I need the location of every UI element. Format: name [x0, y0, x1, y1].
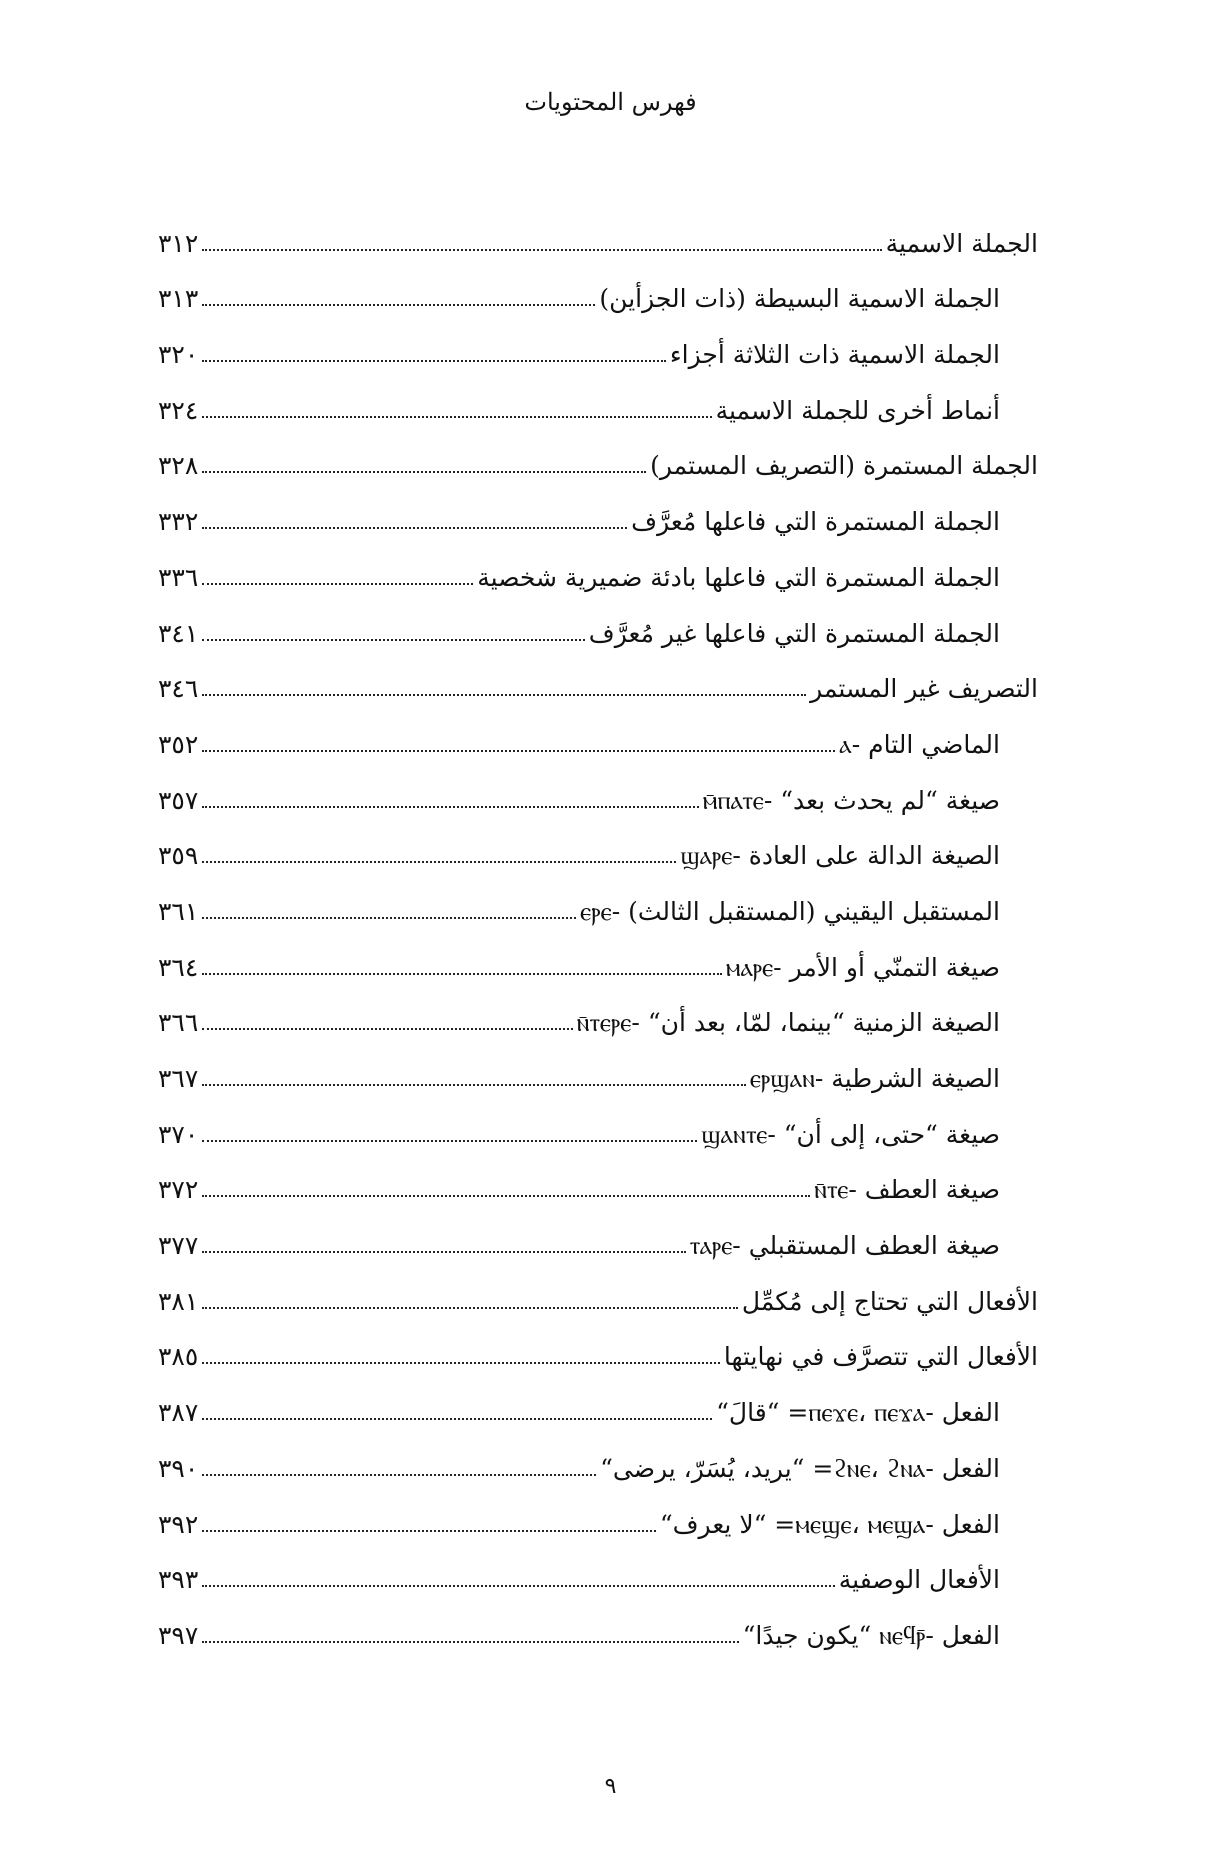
toc-entry-title: التصريف غير المستمر — [810, 674, 1038, 704]
toc-entry-page: ٣٢٠ — [158, 340, 199, 370]
dot-leader — [202, 1028, 572, 1030]
toc-entry-title: صيغة العطف -ⲛ̄ⲧⲉ — [814, 1175, 1000, 1205]
dot-leader — [202, 806, 699, 808]
dot-leader — [202, 1530, 656, 1532]
table-of-contents — [158, 200, 1038, 1648]
toc-entry-title: الأفعال الوصفية — [838, 1565, 1000, 1595]
dot-leader — [202, 1251, 685, 1253]
dot-leader — [202, 1474, 596, 1476]
dot-leader — [202, 750, 835, 752]
toc-entry-page: ٣٨٧ — [158, 1398, 199, 1428]
dot-leader — [202, 416, 711, 418]
dot-leader — [202, 917, 576, 919]
toc-entry — [158, 924, 1038, 980]
dot-leader — [202, 973, 722, 975]
toc-entry — [158, 1369, 1038, 1428]
toc-entry-page: ٣٥٧ — [158, 785, 199, 815]
dot-leader — [202, 1641, 738, 1643]
toc-entry — [158, 1592, 1038, 1648]
dot-leader — [202, 1084, 746, 1086]
toc-entry-title: الماضي التام -ⲁ — [839, 729, 1000, 759]
toc-entry-page: ٣٤٦ — [158, 674, 199, 704]
dot-leader — [202, 1195, 810, 1197]
toc-entry — [158, 868, 1038, 924]
toc-entry-page: ٣٦٦ — [158, 1008, 199, 1038]
toc-entry-title: صيغة التمنّي أو الأمر -ⲙⲁⲣⲉ — [725, 952, 1000, 982]
toc-entry — [158, 646, 1038, 702]
toc-entry — [158, 1314, 1038, 1370]
toc-entry-title: الجملة المستمرة (التصريف المستمر) — [650, 451, 1038, 481]
toc-entry — [158, 367, 1038, 423]
dot-leader — [202, 694, 806, 696]
toc-entry — [158, 1091, 1038, 1147]
toc-entry-page: ٣٥٩ — [158, 841, 199, 871]
toc-entry-title: الفعل -ⲡⲉϫⲉ، ⲡⲉϫⲁ= “قالَ“ — [716, 1398, 1000, 1428]
toc-entry — [158, 980, 1038, 1036]
toc-entry-page: ٣٩٢ — [158, 1509, 199, 1539]
toc-entry-title: الجملة الاسمية — [885, 228, 1038, 258]
toc-entry-page: ٣٧٠ — [158, 1119, 199, 1149]
toc-entry — [158, 256, 1038, 312]
toc-entry-title: المستقبل اليقيني (المستقبل الثالث) -ⲉⲣⲉ — [580, 896, 1000, 926]
dot-leader — [202, 1585, 834, 1587]
dot-leader — [202, 304, 595, 306]
dot-leader — [202, 471, 646, 473]
toc-entry — [158, 423, 1038, 479]
toc-entry-page: ٣٨١ — [158, 1286, 199, 1316]
dot-leader — [202, 639, 585, 641]
toc-entry-title: صيغة العطف المستقبلي -ⲧⲁⲣⲉ — [689, 1231, 1000, 1261]
toc-entry-title: الفعل -ⲙⲉϣⲉ، ⲙⲉϣⲁ= “لا يعرف“ — [659, 1509, 1000, 1539]
toc-entry-page: ٣٩٠ — [158, 1453, 199, 1483]
toc-entry-page: ٣٦٧ — [158, 1064, 199, 1093]
toc-entry-page: ٣٢٨ — [158, 451, 199, 481]
toc-entry — [158, 478, 1038, 537]
dot-leader — [202, 1140, 697, 1142]
toc-entry — [158, 1035, 1038, 1091]
toc-entry — [158, 1147, 1038, 1203]
toc-entry — [158, 1425, 1038, 1481]
toc-entry — [158, 813, 1038, 869]
toc-entry-title: الفعل -ⲛⲉϥⲣ̄ “يكون جيدًا“ — [742, 1620, 1000, 1650]
toc-entry-title: الأفعال التي تحتاج إلى مُكمِّل — [741, 1286, 1038, 1316]
toc-entry — [158, 590, 1038, 646]
toc-entry — [158, 1202, 1038, 1261]
toc-entry-title: الجملة المستمرة التي فاعلها بادئة ضميرية شخصية — [477, 562, 1000, 592]
toc-entry-page: ٣٦١ — [158, 896, 199, 926]
toc-entry-page: ٣٨٥ — [158, 1342, 199, 1372]
toc-entry-title: الصيغة الزمنية “بينما، لمّا، بعد أن“ -ⲛ̄ⲧⲉⲣⲉ — [576, 1008, 1000, 1038]
toc-entry — [158, 200, 1038, 256]
dot-leader — [202, 1418, 712, 1420]
toc-entry-title: أنماط أخرى للجملة الاسمية — [715, 395, 1000, 425]
toc-entry-page: ٣٥٢ — [158, 729, 199, 759]
toc-entry-page: ٣٧٧ — [158, 1231, 199, 1261]
toc-entry-title: الصيغة الشرطية -ⲉⲣϣⲁⲛ — [749, 1064, 1000, 1093]
toc-entry-page: ٣٦٤ — [158, 952, 199, 982]
toc-entry-title: الصيغة الدالة على العادة -ϣⲁⲣⲉ — [680, 841, 1000, 871]
page-number: ٩ — [604, 1774, 617, 1799]
toc-entry-page: ٣٢٤ — [158, 395, 199, 425]
toc-entry — [158, 701, 1038, 757]
toc-entry-title: صيغة “لم يحدث بعد“ -ⲙ̄ⲡⲁⲧⲉ — [702, 785, 1000, 815]
toc-entry-page: ٣١٣ — [158, 284, 199, 314]
toc-entry — [158, 1537, 1038, 1593]
toc-entry-page: ٣١٢ — [158, 228, 199, 258]
toc-entry-title: الفعل -ϩⲛⲉ، ϩⲛⲁ= “يريد، يُسَرّ، يرضى“ — [600, 1453, 1000, 1483]
toc-entry-title: الجملة الاسمية البسيطة (ذات الجزأين) — [599, 284, 1000, 314]
toc-entry-title: الجملة الاسمية ذات الثلاثة أجزاء — [669, 340, 1000, 370]
dot-leader — [202, 1307, 738, 1309]
toc-entry-page: ٣٩٧ — [158, 1620, 199, 1650]
toc-entry-page: ٣٤١ — [158, 618, 199, 648]
toc-entry — [158, 1481, 1038, 1537]
toc-entry-page: ٣٣٢ — [158, 507, 199, 537]
toc-entry — [158, 1258, 1038, 1314]
toc-entry — [158, 534, 1038, 590]
running-head: فهرس المحتويات — [524, 88, 697, 116]
toc-entry-title: الجملة المستمرة التي فاعلها غير مُعرَّف — [588, 618, 1000, 648]
toc-entry-title: الجملة المستمرة التي فاعلها مُعرَّف — [631, 507, 1000, 537]
toc-entry-title: صيغة “حتى، إلى أن“ -ϣⲁⲛⲧⲉ — [701, 1119, 1000, 1149]
dot-leader — [202, 861, 676, 863]
toc-entry-page: ٣٣٦ — [158, 562, 199, 592]
toc-entry-title: الأفعال التي تتصرَّف في نهايتها — [723, 1342, 1038, 1372]
dot-leader — [202, 527, 627, 529]
dot-leader — [202, 360, 666, 362]
toc-entry-page: ٣٧٢ — [158, 1175, 199, 1205]
dot-leader — [202, 249, 881, 251]
dot-leader — [202, 1362, 720, 1364]
dot-leader — [202, 583, 473, 585]
toc-entry-page: ٣٩٣ — [158, 1565, 199, 1595]
toc-entry — [158, 311, 1038, 370]
toc-entry — [158, 757, 1038, 813]
